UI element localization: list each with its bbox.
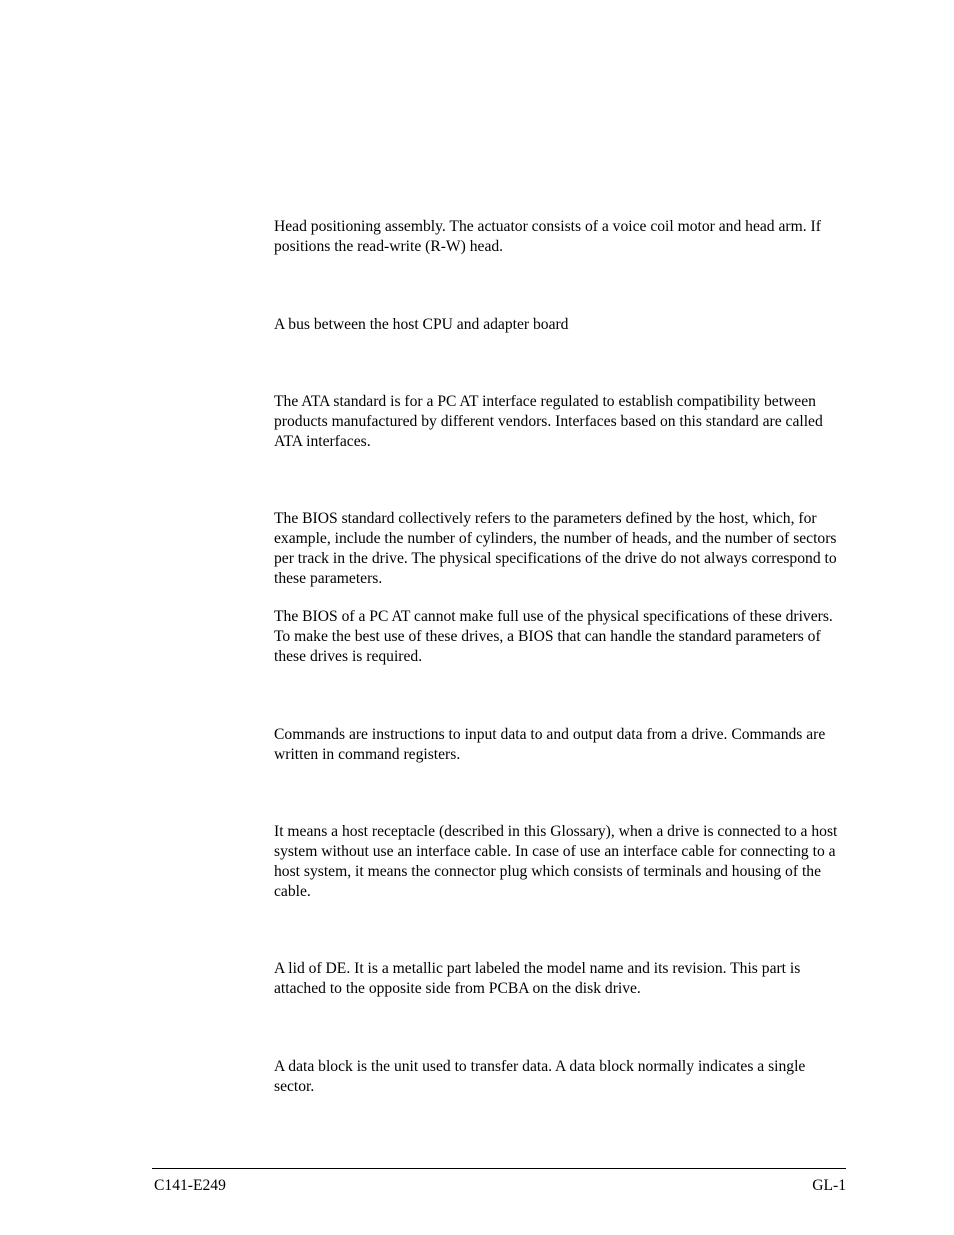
footer-divider <box>152 1168 846 1169</box>
footer-document-id: C141-E249 <box>154 1177 226 1194</box>
entry-data-block-definition: A data block is the unit used to transfer data. A data block normally indicates a single sector. <box>274 1058 806 1095</box>
entry-at-bus-definition: A bus between the host CPU and adapter board <box>274 316 569 333</box>
entry-bios-standard-definition: The BIOS standard collectively refers to the parameters defined by the host, which, for example, include the number of cylinders, the number of heads, and the number of sectors per track in the drive. The physical specifications of the drive do not always correspond to these parameters. <box>274 510 837 587</box>
entry-command-definition: Commands are instructions to input data to and output data from a drive. Commands are written in command registers. <box>274 726 826 763</box>
entry-ata-standard-definition: The ATA standard is for a PC AT interface regulated to establish compatibility between products manufactured by different vendors. Interfaces based on this standard are called ATA interfaces. <box>274 393 823 450</box>
footer-page-number: GL-1 <box>812 1177 846 1194</box>
entry-bios-standard-definition-continued: The BIOS of a PC AT cannot make full use of the physical specifications of these drivers. To make the best use of these drives, a BIOS that can handle the standard parameters of these drives is required. <box>274 608 833 665</box>
entry-cover-definition: A lid of DE. It is a metallic part labeled the model name and its revision. This part is attached to the opposite side from PCBA on the disk drive. <box>274 960 801 997</box>
entry-actuator-definition: Head positioning assembly. The actuator consists of a voice coil motor and head arm. If positions the read-write (R-W) head. <box>274 218 821 255</box>
entry-connector-definition: It means a host receptacle (described in this Glossary), when a drive is connected to a host system without use an interface cable. In case of use an interface cable for connecting to a host system, it means the connector plug which consists of terminals and housing of the cable. <box>274 823 838 900</box>
